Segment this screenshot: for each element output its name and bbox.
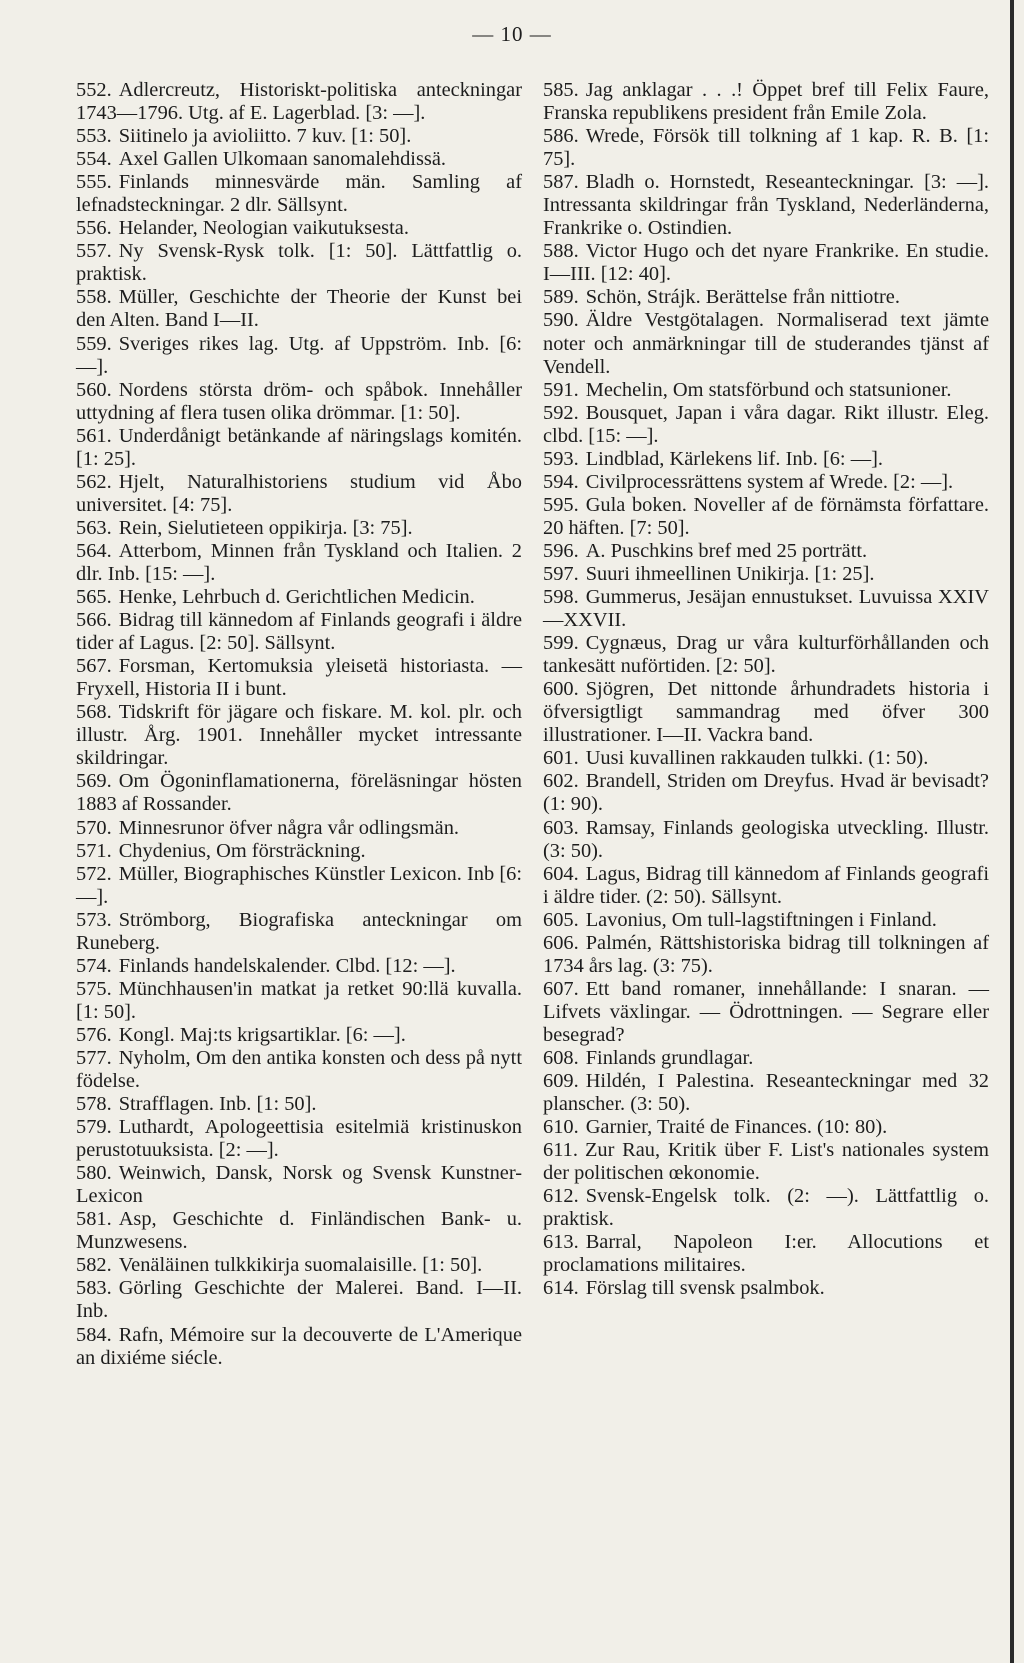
catalog-entry bbox=[76, 1254, 522, 1277]
catalog-entry bbox=[76, 1277, 522, 1323]
entry-text: Luthardt, Apologeettisia esitelmiä kristinuskon perustotuuksista. [2: —]. bbox=[76, 1116, 522, 1162]
catalog-entry bbox=[76, 1047, 522, 1093]
entry-text: Finlands minnesvärde män. Samling af lefnadsteckningar. 2 dlr. Sällsynt. bbox=[76, 171, 522, 217]
catalog-entry bbox=[76, 517, 522, 540]
entry-text: Rein, Sielutieteen oppikirja. [3: 75]. bbox=[118, 516, 413, 539]
entry-text: Ramsay, Finlands geologiska utveckling. Illustr. (3: 50). bbox=[543, 816, 989, 862]
right-column bbox=[543, 79, 989, 1300]
entry-number: 589. bbox=[543, 286, 579, 309]
catalog-entry bbox=[543, 747, 989, 770]
entry-number: 593. bbox=[543, 447, 579, 470]
entry-number: 573. bbox=[76, 908, 112, 931]
entry-number: 560. bbox=[76, 378, 112, 401]
entry-number: 599. bbox=[543, 632, 579, 655]
entry-text: Sveriges rikes lag. Utg. af Uppström. Inb. [6: —]. bbox=[76, 332, 522, 378]
catalog-entry bbox=[543, 1139, 989, 1185]
entry-text: Lagus, Bidrag till kännedom af Finlands geografi i äldre tider. (2: 50). Sällsynt. bbox=[543, 862, 989, 908]
entry-number: 579. bbox=[76, 1116, 112, 1139]
entry-text: Schön, Strájk. Berättelse från nittiotre. bbox=[585, 286, 900, 309]
entry-number: 607. bbox=[543, 977, 579, 1000]
entry-text: Strömborg, Biografiska anteckningar om Runeberg. bbox=[76, 908, 522, 954]
catalog-entry bbox=[76, 379, 522, 425]
entry-text: Nordens största dröm- och spåbok. Innehåller uttydning af flera tusen olika drömmar. [1: 50]. bbox=[76, 378, 522, 424]
entry-number: 562. bbox=[76, 470, 112, 493]
entry-text: Venäläinen tulkkikirja suomalaisille. [1: 50]. bbox=[118, 1254, 483, 1277]
catalog-entry bbox=[76, 148, 522, 171]
entry-number: 591. bbox=[543, 378, 579, 401]
entry-text: Asp, Geschichte d. Finländischen Bank- u. Munzwesens. bbox=[76, 1208, 522, 1254]
page-number: — 10 — bbox=[472, 22, 552, 46]
entry-text: Helander, Neologian vaikutuksesta. bbox=[118, 217, 409, 240]
entry-number: 568. bbox=[76, 701, 112, 724]
entry-text: Lindblad, Kärlekens lif. Inb. [6: —]. bbox=[585, 447, 883, 470]
catalog-entry bbox=[76, 1208, 522, 1254]
entry-text: Hildén, I Palestina. Reseanteckningar med 32 planscher. (3: 50). bbox=[543, 1070, 989, 1116]
catalog-entry bbox=[76, 863, 522, 909]
catalog-entry bbox=[76, 240, 522, 286]
entry-text: Om Ögoninflamationerna, föreläsningar hösten 1883 af Rossander. bbox=[76, 770, 522, 816]
entry-number: 576. bbox=[76, 1023, 112, 1046]
entry-text: Minnesrunor öfver några vår odlingsmän. bbox=[118, 816, 460, 839]
catalog-entry bbox=[543, 563, 989, 586]
entry-number: 611. bbox=[543, 1139, 578, 1162]
catalog-entry bbox=[543, 448, 989, 471]
entry-text: Victor Hugo och det nyare Frankrike. En studie. I—III. [12: 40]. bbox=[543, 240, 989, 286]
entry-number: 592. bbox=[543, 401, 579, 424]
entry-text: A. Puschkins bref med 25 porträtt. bbox=[585, 539, 868, 562]
catalog-entry bbox=[543, 471, 989, 494]
catalog-entry bbox=[543, 1116, 989, 1139]
catalog-entry bbox=[76, 609, 522, 655]
entry-text: Underdånigt betänkande af näringslags komitén. [1: 25]. bbox=[76, 424, 522, 470]
entry-number: 555. bbox=[76, 171, 112, 194]
catalog-entry bbox=[543, 909, 989, 932]
entry-text: Weinwich, Dansk, Norsk og Svensk Kunstner-Lexicon bbox=[76, 1162, 522, 1208]
entry-number: 586. bbox=[543, 125, 579, 148]
catalog-entry bbox=[543, 770, 989, 816]
entry-number: 595. bbox=[543, 493, 579, 516]
entry-text: Finlands handelskalender. Clbd. [12: —]. bbox=[118, 954, 456, 977]
catalog-entry bbox=[543, 932, 989, 978]
entry-text: Chydenius, Om försträckning. bbox=[118, 839, 366, 862]
catalog-entry bbox=[543, 1277, 989, 1300]
entry-text: Gula boken. Noveller af de förnämsta författare. 20 häften. [7: 50]. bbox=[543, 493, 989, 539]
entry-text: Jag anklagar . . .! Öppet bref till Felix Faure, Franska republikens president från Emile Zola. bbox=[543, 79, 989, 125]
catalog-entry bbox=[76, 1024, 522, 1047]
entry-text: Nyholm, Om den antika konsten och dess på nytt födelse. bbox=[76, 1046, 522, 1093]
entry-number: 582. bbox=[76, 1254, 112, 1277]
catalog-entry bbox=[543, 125, 989, 171]
entry-number: 569. bbox=[76, 770, 112, 793]
entry-number: 559. bbox=[76, 332, 112, 355]
entry-number: 598. bbox=[543, 586, 579, 609]
entry-number: 608. bbox=[543, 1046, 579, 1069]
entry-number: 571. bbox=[76, 839, 112, 862]
catalog-entry bbox=[543, 586, 989, 632]
catalog-entry bbox=[76, 1116, 522, 1162]
catalog-entry bbox=[76, 955, 522, 978]
entry-number: 580. bbox=[76, 1162, 112, 1185]
catalog-entry bbox=[543, 309, 989, 378]
catalog-entry bbox=[76, 540, 522, 586]
catalog-entry bbox=[543, 402, 989, 448]
entry-text: Müller, Biographisches Künstler Lexicon. Inb [6: —]. bbox=[76, 862, 522, 908]
entry-number: 557. bbox=[76, 240, 112, 263]
entry-text: Barral, Napoleon I:er. Allocutions et proclamations militaires. bbox=[543, 1231, 989, 1277]
entry-number: 552. bbox=[76, 79, 112, 101]
catalog-entry bbox=[76, 286, 522, 332]
catalog-entry bbox=[543, 1185, 989, 1231]
entry-number: 590. bbox=[543, 309, 579, 332]
catalog-entry bbox=[543, 978, 989, 1047]
entry-number: 565. bbox=[76, 586, 112, 609]
entry-number: 610. bbox=[543, 1116, 579, 1139]
entry-number: 574. bbox=[76, 954, 112, 977]
entry-number: 554. bbox=[76, 148, 112, 171]
entry-text: Gummerus, Jesäjan ennustukset. Luvuissa XXIV—XXVII. bbox=[543, 586, 989, 632]
entry-number: 583. bbox=[76, 1277, 112, 1300]
catalog-entry bbox=[76, 1093, 522, 1116]
entry-text: Garnier, Traité de Finances. (10: 80). bbox=[585, 1116, 888, 1139]
entry-number: 597. bbox=[543, 562, 579, 585]
entry-text: Wrede, Försök till tolkning af 1 kap. R. B. [1: 75]. bbox=[543, 125, 989, 171]
entry-text: Hjelt, Naturalhistoriens studium vid Åbo universitet. [4: 75]. bbox=[76, 470, 522, 516]
entry-number: 603. bbox=[543, 816, 579, 839]
entry-text: Henke, Lehrbuch d. Gerichtlichen Medicin. bbox=[118, 586, 475, 609]
entry-text: Bidrag till kännedom af Finlands geografi i äldre tider af Lagus. [2: 50]. Sällsynt. bbox=[76, 609, 522, 655]
entry-text: Svensk-Engelsk tolk. (2: —). Lättfattlig o. praktisk. bbox=[543, 1185, 989, 1231]
entry-text: Müller, Geschichte der Theorie der Kunst bei den Alten. Band I—II. bbox=[76, 286, 522, 332]
entry-number: 588. bbox=[543, 240, 579, 263]
entry-number: 581. bbox=[76, 1208, 112, 1231]
entry-text: Suuri ihmeellinen Unikirja. [1: 25]. bbox=[585, 562, 875, 585]
catalog-entry bbox=[543, 1231, 989, 1277]
catalog-entry bbox=[543, 171, 989, 240]
entry-number: 558. bbox=[76, 286, 112, 309]
entry-number: 577. bbox=[76, 1046, 112, 1069]
catalog-entry bbox=[76, 171, 522, 217]
catalog-entry bbox=[543, 632, 989, 678]
entry-number: 584. bbox=[76, 1323, 112, 1346]
entry-text: Palmén, Rättshistoriska bidrag till tolkningen af 1734 års lag. (3: 75). bbox=[543, 931, 989, 977]
entry-text: Siitinelo ja avioliitto. 7 kuv. [1: 50]. bbox=[118, 125, 412, 148]
catalog-entry bbox=[76, 655, 522, 701]
entry-text: Lavonius, Om tull-lagstiftningen i Finland. bbox=[585, 908, 937, 931]
catalog-entry bbox=[76, 1324, 522, 1370]
entry-number: 613. bbox=[543, 1231, 579, 1254]
entry-number: 564. bbox=[76, 539, 112, 562]
entry-number: 563. bbox=[76, 516, 112, 539]
catalog-entry bbox=[543, 1070, 989, 1116]
entry-text: Strafflagen. Inb. [1: 50]. bbox=[118, 1093, 317, 1116]
catalog-entry bbox=[543, 817, 989, 863]
entry-number: 606. bbox=[543, 931, 579, 954]
catalog-entry bbox=[543, 863, 989, 909]
entry-number: 575. bbox=[76, 977, 112, 1000]
catalog-entry bbox=[76, 217, 522, 240]
entry-text: Forsman, Kertomuksia yleisetä historiasta. — Fryxell, Historia II i bunt. bbox=[76, 655, 522, 701]
entry-number: 602. bbox=[543, 770, 579, 793]
catalog-entry bbox=[76, 586, 522, 609]
entry-number: 605. bbox=[543, 908, 579, 931]
entry-number: 612. bbox=[543, 1185, 579, 1208]
catalog-entry bbox=[76, 1162, 522, 1208]
entry-text: Ett band romaner, innehållande: I snaran. — Lifvets växlingar. — Ödrottningen. — Segrare eller besegrad? bbox=[543, 977, 989, 1046]
entry-text: Adlercreutz, Historiskt-politiska anteckningar 1743—1796. Utg. af E. Lagerblad. [3: —]. bbox=[76, 79, 522, 125]
entry-text: Atterbom, Minnen från Tyskland och Italien. 2 dlr. Inb. [15: —]. bbox=[76, 539, 522, 585]
entry-text: Civilprocessrättens system af Wrede. [2: —]. bbox=[585, 470, 954, 493]
left-column bbox=[76, 79, 522, 1370]
entry-text: Finlands grundlagar. bbox=[585, 1046, 754, 1069]
entry-number: 609. bbox=[543, 1070, 579, 1093]
entry-number: 614. bbox=[543, 1277, 579, 1300]
entry-number: 585. bbox=[543, 79, 579, 101]
catalog-entry bbox=[543, 494, 989, 540]
catalog-entry bbox=[543, 286, 989, 309]
entry-text: Kongl. Maj:ts krigsartiklar. [6: —]. bbox=[118, 1023, 406, 1046]
entry-number: 587. bbox=[543, 171, 579, 194]
catalog-entry bbox=[543, 1047, 989, 1070]
catalog-entry bbox=[543, 379, 989, 402]
entry-text: Axel Gallen Ulkomaan sanomalehdissä. bbox=[118, 148, 446, 171]
catalog-entry bbox=[76, 770, 522, 816]
catalog-entry bbox=[76, 840, 522, 863]
entry-number: 567. bbox=[76, 655, 112, 678]
entry-number: 594. bbox=[543, 470, 579, 493]
entry-number: 566. bbox=[76, 609, 112, 632]
catalog-entry bbox=[76, 125, 522, 148]
entry-text: Münchhausen'in matkat ja retket 90:llä kuvalla. [1: 50]. bbox=[76, 977, 522, 1023]
entry-text: Görling Geschichte der Malerei. Band. I—II. Inb. bbox=[76, 1277, 522, 1323]
catalog-entry bbox=[543, 540, 989, 563]
catalog-entry bbox=[76, 701, 522, 770]
catalog-entry bbox=[76, 471, 522, 517]
entry-number: 553. bbox=[76, 125, 112, 148]
entry-number: 556. bbox=[76, 217, 112, 240]
entry-text: Bousquet, Japan i våra dagar. Rikt illustr. Eleg. clbd. [15: —]. bbox=[543, 401, 989, 447]
entry-text: Uusi kuvallinen rakkauden tulkki. (1: 50). bbox=[585, 747, 929, 770]
entry-text: Förslag till svensk psalmbok. bbox=[585, 1277, 825, 1300]
catalog-entry bbox=[543, 79, 989, 125]
entry-text: Cygnæus, Drag ur våra kulturförhållanden och tankesätt nuförtiden. [2: 50]. bbox=[543, 632, 989, 678]
catalog-entry bbox=[76, 817, 522, 840]
catalog-entry bbox=[76, 978, 522, 1024]
catalog-entry bbox=[76, 333, 522, 379]
entry-text: Mechelin, Om statsförbund och statsunioner. bbox=[585, 378, 952, 401]
entry-number: 561. bbox=[76, 424, 112, 447]
catalog-entry bbox=[543, 240, 989, 286]
entry-number: 596. bbox=[543, 539, 579, 562]
entry-text: Äldre Vestgötalagen. Normaliserad text jämte noter och anmärkningar till de studerandes tjänst af Vendell. bbox=[543, 309, 989, 378]
entry-text: Bladh o. Hornstedt, Reseanteckningar. [3: —]. Intressanta skildringar från Tyskland, Nederländerna, Frankrike o. Ostindien. bbox=[543, 171, 989, 240]
page-edge-rule bbox=[1010, 0, 1014, 1663]
entry-text: Brandell, Striden om Dreyfus. Hvad är bevisadt? (1: 90). bbox=[543, 770, 989, 816]
entry-number: 601. bbox=[543, 747, 579, 770]
entry-number: 578. bbox=[76, 1093, 112, 1116]
entry-number: 604. bbox=[543, 862, 579, 885]
entry-text: Ny Svensk-Rysk tolk. [1: 50]. Lättfattlig o. praktisk. bbox=[76, 240, 522, 286]
catalog-entry bbox=[76, 909, 522, 955]
catalog-entry bbox=[543, 678, 989, 747]
entry-number: 600. bbox=[543, 678, 579, 701]
entry-text: Zur Rau, Kritik über F. List's nationales system der politischen œkonomie. bbox=[543, 1139, 989, 1185]
entry-number: 570. bbox=[76, 816, 112, 839]
entry-text: Rafn, Mémoire sur la decouverte de L'Amerique an dixiéme siécle. bbox=[76, 1323, 522, 1369]
entry-number: 572. bbox=[76, 862, 112, 885]
catalog-entry bbox=[76, 79, 522, 125]
entry-text: Sjögren, Det nittonde århundradets historia i öfversigtligt sammandrag med öfver 300 illustrationer. I—II. Vackra band. bbox=[543, 678, 989, 747]
catalog-entry bbox=[76, 425, 522, 471]
entry-text: Tidskrift för jägare och fiskare. M. kol. plr. och illustr. Årg. 1901. Innehåller mycket intressante skildringar. bbox=[76, 701, 522, 770]
